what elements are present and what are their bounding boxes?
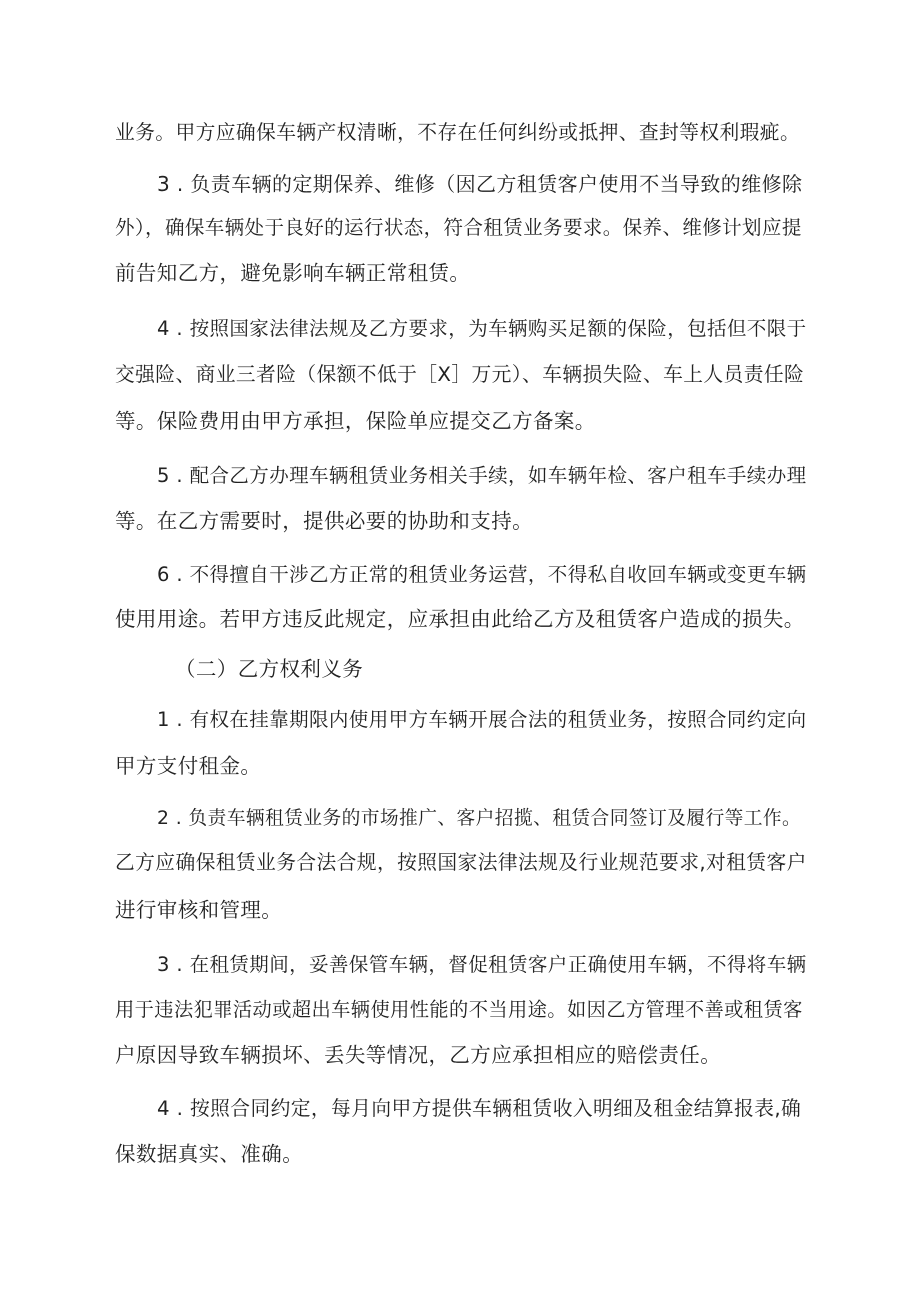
paragraph-line: 4 . 按照合同约定，每月向甲方提供车辆租赁收入明细及租金结算报表,确: [157, 1097, 802, 1120]
paragraph-line: 6 . 不得擅自干涉乙方正常的租赁业务运营，不得私自收回车辆或变更车辆: [157, 563, 807, 586]
paragraph-line: 甲方支付租金。: [115, 754, 262, 778]
paragraph-line: 乙方应确保租赁业务合法合规，按照国家法律法规及行业规范要求,对租赁客户: [115, 851, 807, 874]
paragraph-line: 3 . 在租赁期间，妥善保管车辆，督促租赁客户正确使用车辆，不得将车辆: [157, 953, 807, 976]
paragraph-line: 等。保险费用由甲方承担，保险单应提交乙方备案。: [115, 409, 596, 433]
paragraph-line: 外），确保车辆处于良好的运行状态，符合租赁业务要求。保养、维修计划应提: [115, 216, 802, 239]
paragraph-line: 交强险、商业三者险（保额不低于［X］万元）、车辆损失险、车上人员责任险: [115, 363, 805, 386]
paragraph-line: 1 . 有权在挂靠期限内使用甲方车辆开展合法的租赁业务，按照合同约定向: [157, 708, 807, 731]
paragraph-line: 等。在乙方需要时，提供必要的协助和支持。: [115, 509, 533, 533]
paragraph-line: 使用用途。若甲方违反此规定，应承担由此给乙方及租赁客户造成的损失。: [115, 607, 805, 631]
paragraph-line: 3 . 负责车辆的定期保养、维修（因乙方租赁客户使用不当导致的维修除: [157, 172, 803, 196]
paragraph-line: 2 . 负责车辆租赁业务的市场推广、客户招揽、租赁合同签订及履行等工作。: [157, 808, 802, 829]
paragraph-line: 业务。甲方应确保车辆产权清晰，不存在任何纠纷或抵押、查封等权利瑕疵。: [115, 121, 801, 144]
paragraph-line: 用于违法犯罪活动或超出车辆使用性能的不当用途。如因乙方管理不善或租赁客: [115, 998, 803, 1021]
paragraph-line: 保数据真实、准确。: [115, 1142, 304, 1166]
paragraph-line: 5 . 配合乙方办理车辆租赁业务相关手续，如车辆年检、客户租车手续办理: [157, 464, 807, 487]
paragraph-line: 前告知乙方，避免影响车辆正常租赁。: [115, 261, 471, 285]
paragraph-line: 4 . 按照国家法律法规及乙方要求，为车辆购买足额的保险，包括但不限于: [157, 317, 807, 340]
paragraph-line: 户原因导致车辆损坏、丢失等情况，乙方应承担相应的赔偿责任。: [115, 1043, 722, 1067]
section-heading: （二）乙方权利义务: [175, 657, 364, 681]
paragraph-line: 进行审核和管理。: [115, 898, 283, 922]
